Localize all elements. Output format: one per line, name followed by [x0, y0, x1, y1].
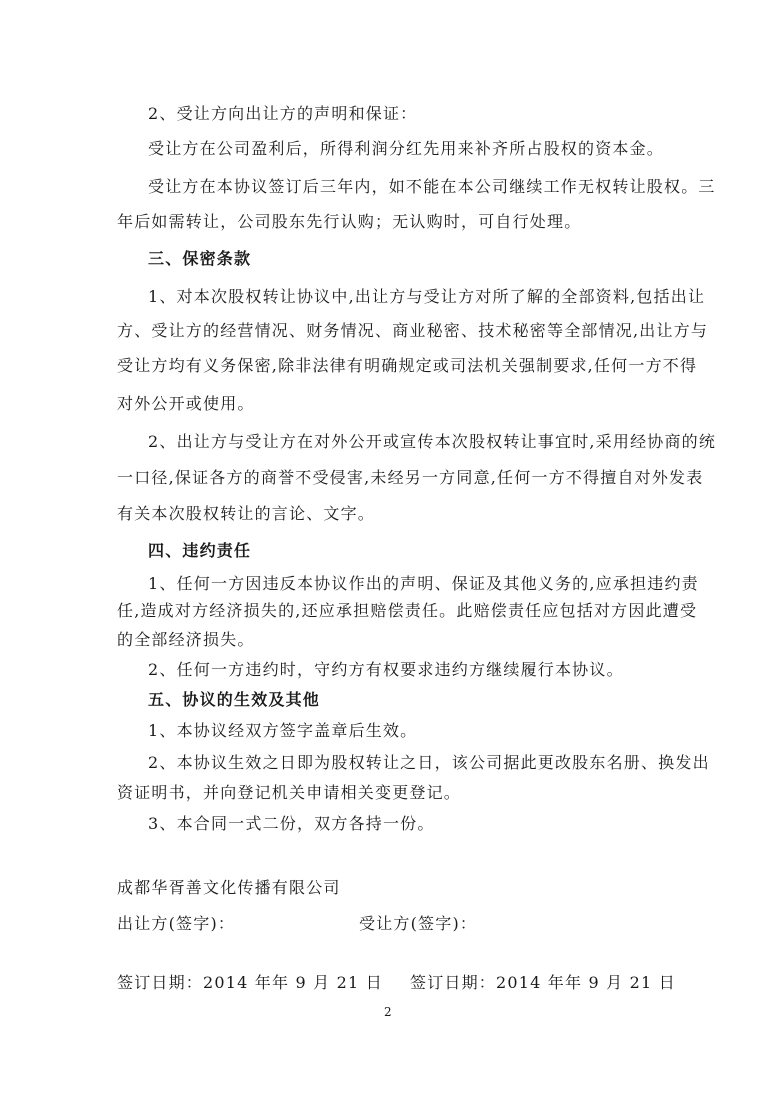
company-name: 成都华胥善文化传播有限公司 [117, 878, 341, 897]
paragraph-line: 任,造成对方经济损失的,还应承担赔偿责任。此赔偿责任应包括对方因此遭受 [117, 601, 698, 620]
paragraph: 受让方在公司盈利后，所得利润分红先用来补齐所占股权的资本金。 [148, 139, 665, 158]
paragraph-line: 方、受让方的经营情况、财务情况、商业秘密、技术秘密等全部情况,出让方与 [117, 321, 709, 340]
paragraph-line: 1、对本次股权转让协议中,出让方与受让方对所了解的全部资料,包括出让 [148, 287, 706, 306]
paragraph-line: 年后如需转让，公司股东先行认购；无认购时，可自行处理。 [117, 212, 582, 231]
paragraph-line: 1、任何一方因违反本协议作出的声明、保证及其他义务的,应承担违约责 [148, 574, 699, 593]
paragraph: 2、任何一方违约时，守约方有权要求违约方继续履行本协议。 [148, 660, 624, 679]
paragraph-line: 资证明书，并向登记机关申请相关变更登记。 [117, 783, 462, 802]
paragraph: 3、本合同一式二份，双方各持一份。 [148, 814, 435, 833]
transferor-signature-label: 出让方(签字)： [117, 914, 236, 933]
paragraph-line: 2、出让方与受让方在对外公开或宣传本次股权转让事宜时,采用经协商的统 [148, 432, 717, 451]
page-number: 2 [384, 1005, 392, 1019]
paragraph: 1、本协议经双方签字盖章后生效。 [148, 721, 418, 740]
paragraph-line: 有关本次股权转让的言论、文字。 [117, 504, 376, 523]
paragraph-line: 一口径,保证各方的商誉不受侵害,未经另一方同意,任何一方不得擅自对外发表 [117, 468, 704, 487]
paragraph-line: 的全部经济损失。 [117, 630, 255, 649]
paragraph-line: 2、本协议生效之日即为股权转让之日，该公司据此更改股东名册、换发出 [148, 753, 710, 772]
paragraph-line: 对外公开或使用。 [117, 394, 255, 413]
section4-heading: 四、违约责任 [148, 541, 252, 560]
section3-heading: 三、保密条款 [148, 249, 252, 268]
paragraph-line: 受让方在本协议签订后三年内，如不能在本公司继续工作无权转让股权。三 [148, 177, 716, 196]
signing-date-left: 签订日期：2014 年年 9 月 21 日 [117, 973, 383, 992]
signing-date-right: 签订日期：2014 年年 9 月 21 日 [410, 973, 676, 992]
section5-heading: 五、协议的生效及其他 [148, 690, 321, 709]
section2-heading: 2、受让方向出让方的声明和保证： [148, 104, 418, 123]
paragraph-line: 受让方均有义务保密,除非法律有明确规定或司法机关强制要求,任何一方不得 [117, 356, 698, 375]
transferee-signature-label: 受让方(签字)： [359, 914, 478, 933]
